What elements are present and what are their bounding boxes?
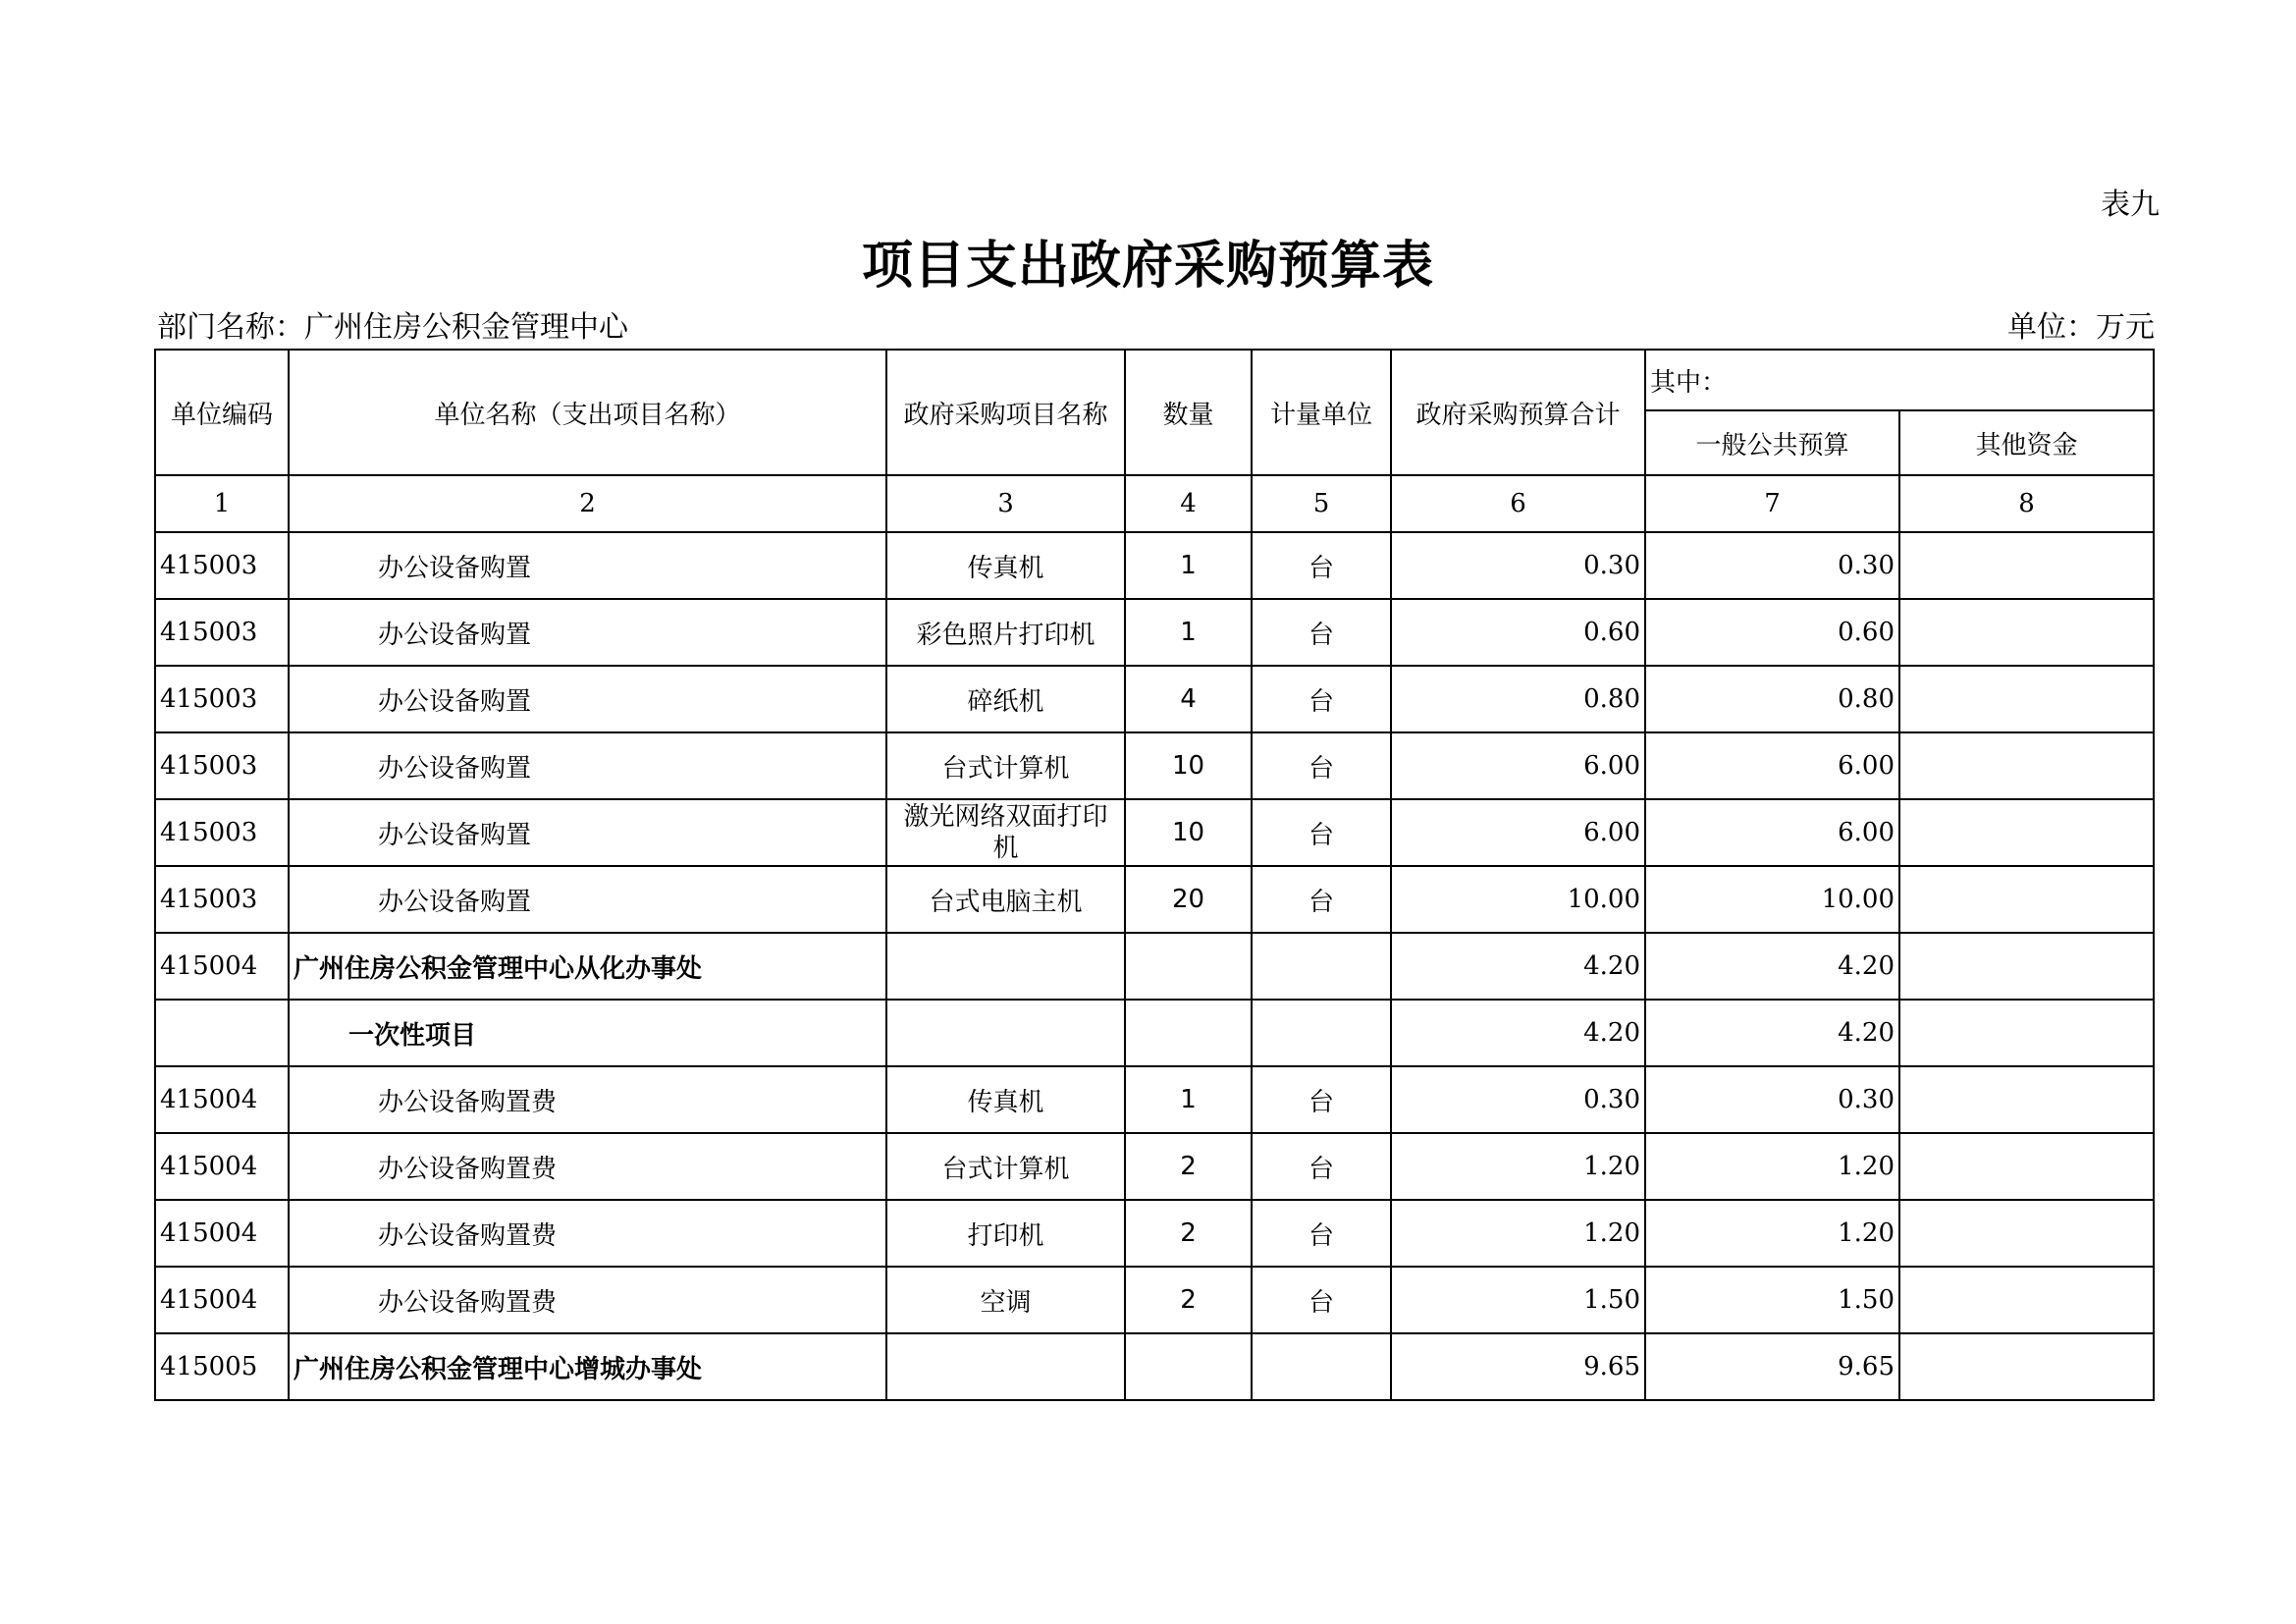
department-label: 部门名称：广州住房公积金管理中心 <box>157 310 628 345</box>
header-other-funds: 其他资金 <box>1899 410 2154 475</box>
header-general-budget: 一般公共预算 <box>1645 410 1899 475</box>
cell-total: 0.30 <box>1391 1066 1645 1133</box>
column-number: 1 <box>155 475 289 532</box>
cell-total: 4.20 <box>1391 933 1645 1000</box>
cell-general: 10.00 <box>1645 866 1899 933</box>
cell-name: 办公设备购置费 <box>289 1267 886 1333</box>
cell-code: 415004 <box>155 1267 289 1333</box>
cell-other <box>1899 933 2154 1000</box>
cell-unit: 台 <box>1252 732 1391 799</box>
cell-code: 415003 <box>155 799 289 866</box>
cell-name: 办公设备购置费 <box>289 1066 886 1133</box>
column-number: 3 <box>886 475 1125 532</box>
cell-qty: 1 <box>1125 599 1252 666</box>
cell-unit: 台 <box>1252 1133 1391 1200</box>
cell-other <box>1899 1333 2154 1400</box>
cell-general: 1.50 <box>1645 1267 1899 1333</box>
cell-general: 1.20 <box>1645 1133 1899 1200</box>
cell-item: 传真机 <box>886 532 1125 599</box>
table-row <box>155 532 2154 599</box>
header-of-which: 其中： <box>1645 350 2154 410</box>
cell-code: 415004 <box>155 1066 289 1133</box>
cell-unit: 台 <box>1252 1267 1391 1333</box>
cell-qty: 10 <box>1125 732 1252 799</box>
cell-qty: 10 <box>1125 799 1252 866</box>
cell-other <box>1899 532 2154 599</box>
cell-other <box>1899 732 2154 799</box>
cell-unit: 台 <box>1252 799 1391 866</box>
cell-unit <box>1252 933 1391 1000</box>
cell-item: 空调 <box>886 1267 1125 1333</box>
cell-general: 0.30 <box>1645 1066 1899 1133</box>
cell-item <box>886 1000 1125 1066</box>
cell-total: 1.50 <box>1391 1267 1645 1333</box>
cell-unit: 台 <box>1252 866 1391 933</box>
cell-other <box>1899 1133 2154 1200</box>
column-number: 2 <box>289 475 886 532</box>
table-row <box>155 599 2154 666</box>
cell-other <box>1899 666 2154 732</box>
header-procurement-item: 政府采购项目名称 <box>886 350 1125 475</box>
cell-name: 办公设备购置 <box>289 732 886 799</box>
cell-general: 4.20 <box>1645 933 1899 1000</box>
cell-unit <box>1252 1000 1391 1066</box>
cell-code <box>155 1000 289 1066</box>
column-number: 7 <box>1645 475 1899 532</box>
cell-name: 广州住房公积金管理中心增城办事处 <box>289 1333 886 1400</box>
cell-total: 0.80 <box>1391 666 1645 732</box>
cell-code: 415004 <box>155 933 289 1000</box>
cell-name: 广州住房公积金管理中心从化办事处 <box>289 933 886 1000</box>
table-row <box>155 1333 2154 1400</box>
cell-general: 0.30 <box>1645 532 1899 599</box>
cell-total: 1.20 <box>1391 1133 1645 1200</box>
cell-name: 办公设备购置 <box>289 599 886 666</box>
table-row <box>155 933 2154 1000</box>
cell-total: 0.60 <box>1391 599 1645 666</box>
cell-item <box>886 933 1125 1000</box>
cell-unit: 台 <box>1252 666 1391 732</box>
cell-unit <box>1252 1333 1391 1400</box>
cell-qty: 2 <box>1125 1267 1252 1333</box>
cell-code: 415003 <box>155 599 289 666</box>
cell-qty: 4 <box>1125 666 1252 732</box>
cell-name: 办公设备购置费 <box>289 1200 886 1267</box>
cell-item: 彩色照片打印机 <box>886 599 1125 666</box>
cell-item: 传真机 <box>886 1066 1125 1133</box>
cell-code: 415004 <box>155 1133 289 1200</box>
cell-name: 办公设备购置 <box>289 532 886 599</box>
cell-name: 办公设备购置费 <box>289 1133 886 1200</box>
cell-qty: 20 <box>1125 866 1252 933</box>
column-number: 8 <box>1899 475 2154 532</box>
cell-general: 1.20 <box>1645 1200 1899 1267</box>
cell-other <box>1899 1066 2154 1133</box>
cell-item: 碎纸机 <box>886 666 1125 732</box>
table-number: 表九 <box>2101 188 2160 222</box>
cell-general: 0.60 <box>1645 599 1899 666</box>
table-row <box>155 1267 2154 1333</box>
cell-item: 台式电脑主机 <box>886 866 1125 933</box>
cell-total: 9.65 <box>1391 1333 1645 1400</box>
cell-total: 1.20 <box>1391 1200 1645 1267</box>
unit-label: 单位：万元 <box>2007 310 2155 345</box>
cell-code: 415003 <box>155 866 289 933</box>
cell-unit: 台 <box>1252 532 1391 599</box>
header-quantity: 数量 <box>1125 350 1252 475</box>
cell-other <box>1899 1267 2154 1333</box>
cell-unit: 台 <box>1252 599 1391 666</box>
cell-item: 激光网络双面打印机 <box>886 799 1125 866</box>
cell-general: 0.80 <box>1645 666 1899 732</box>
table-row <box>155 799 2154 866</box>
table-row <box>155 1133 2154 1200</box>
table-row <box>155 1066 2154 1133</box>
cell-general: 6.00 <box>1645 732 1899 799</box>
cell-code: 415004 <box>155 1200 289 1267</box>
cell-other <box>1899 1000 2154 1066</box>
cell-other <box>1899 599 2154 666</box>
column-number: 5 <box>1252 475 1391 532</box>
cell-unit: 台 <box>1252 1200 1391 1267</box>
cell-name: 办公设备购置 <box>289 866 886 933</box>
cell-qty <box>1125 933 1252 1000</box>
cell-unit: 台 <box>1252 1066 1391 1133</box>
cell-code: 415003 <box>155 732 289 799</box>
header-measure-unit: 计量单位 <box>1252 350 1391 475</box>
cell-total: 0.30 <box>1391 532 1645 599</box>
cell-general: 6.00 <box>1645 799 1899 866</box>
header-unit-code: 单位编码 <box>155 350 289 475</box>
header-row-1 <box>155 350 2154 410</box>
cell-total: 6.00 <box>1391 732 1645 799</box>
cell-total: 4.20 <box>1391 1000 1645 1066</box>
cell-qty <box>1125 1000 1252 1066</box>
table-row <box>155 1000 2154 1066</box>
table-row <box>155 666 2154 732</box>
cell-general: 4.20 <box>1645 1000 1899 1066</box>
cell-qty: 1 <box>1125 532 1252 599</box>
cell-item: 打印机 <box>886 1200 1125 1267</box>
column-number-row <box>155 475 2154 532</box>
table-row <box>155 1200 2154 1267</box>
cell-total: 6.00 <box>1391 799 1645 866</box>
table-row <box>155 866 2154 933</box>
header-budget-total: 政府采购预算合计 <box>1391 350 1645 475</box>
table-row <box>155 732 2154 799</box>
cell-code: 415003 <box>155 666 289 732</box>
cell-total: 10.00 <box>1391 866 1645 933</box>
cell-item: 台式计算机 <box>886 732 1125 799</box>
column-number: 4 <box>1125 475 1252 532</box>
column-number: 6 <box>1391 475 1645 532</box>
header-unit-name: 单位名称（支出项目名称） <box>289 350 886 475</box>
cell-other <box>1899 799 2154 866</box>
cell-name: 办公设备购置 <box>289 666 886 732</box>
cell-qty: 1 <box>1125 1066 1252 1133</box>
cell-qty: 2 <box>1125 1200 1252 1267</box>
cell-code: 415003 <box>155 532 289 599</box>
cell-qty: 2 <box>1125 1133 1252 1200</box>
cell-general: 9.65 <box>1645 1333 1899 1400</box>
cell-code: 415005 <box>155 1333 289 1400</box>
cell-other <box>1899 1200 2154 1267</box>
cell-item <box>886 1333 1125 1400</box>
budget-table <box>154 349 2155 1401</box>
cell-name: 一次性项目 <box>289 1000 886 1066</box>
page-title: 项目支出政府采购预算表 <box>861 236 1434 296</box>
cell-name: 办公设备购置 <box>289 799 886 866</box>
cell-item: 台式计算机 <box>886 1133 1125 1200</box>
cell-qty <box>1125 1333 1252 1400</box>
cell-other <box>1899 866 2154 933</box>
